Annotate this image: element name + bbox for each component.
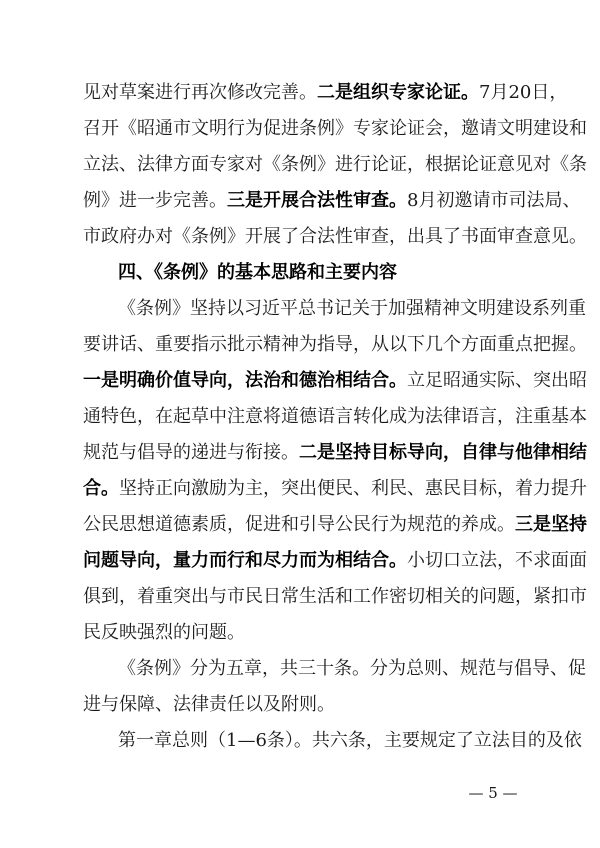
body-text: 立足昭通实际、突出昭 (407, 370, 587, 391)
body-text: 立法、法律方面专家对《条例》进行论证，根据论证意见对《条 (83, 154, 587, 175)
body-text: 规范与倡导的递进与衔接。 (83, 442, 299, 463)
text-line (83, 696, 523, 714)
bold-text: 三是开展合法性审查。 (227, 190, 407, 211)
bold-text: 四、《条例》的基本思路和主要内容 (118, 262, 397, 283)
bold-text: 一是明确价值导向，法治和德治相结合。 (83, 370, 407, 391)
bold-text: 三是坚持 (515, 514, 587, 535)
body-text: 小切口立法，不求面面 (407, 550, 587, 571)
text-line (83, 370, 587, 391)
body-text: 7月20日， (479, 82, 568, 103)
body-text: 召开《昭通市文明行为促进条例》专家论证会，邀请文明建设和 (83, 118, 587, 139)
body-text: 《条例》坚持以习近平总书记关于加强精神文明建设系列重 (118, 298, 586, 319)
page-number: — 5 — (468, 784, 518, 802)
text-line (118, 730, 582, 751)
text-line (83, 118, 587, 139)
text-line (83, 406, 587, 427)
body-text: 《条例》分为五章，共三十条。分为总则、规范与倡导、促 (118, 658, 586, 679)
text-line (83, 226, 587, 247)
text-line (83, 334, 587, 355)
text-line (118, 658, 586, 679)
body-text: 民反映强烈的问题。 (83, 622, 245, 643)
body-text: 第一章总则（1—6条）。共六条，主要规定了立法目的及依 (118, 730, 582, 751)
body-text: 8月初邀请市司法局、 (407, 190, 581, 211)
section-heading (118, 264, 523, 282)
bold-text: 二是组织专家论证。 (317, 82, 479, 103)
body-text: 例》进一步完善。 (83, 190, 227, 211)
text-line (83, 514, 587, 535)
text-line (83, 154, 587, 175)
body-text: 公民思想道德素质，促进和引导公民行为规范的养成。 (83, 514, 515, 535)
body-text: 见对草案进行再次修改完善。 (83, 82, 317, 103)
text-line (83, 550, 587, 571)
bold-text: 合。 (83, 478, 119, 499)
bold-text: 问题导向，量力而行和尽力而为相结合。 (83, 550, 407, 571)
body-text: 俱到，着重突出与市民日常生活和工作密切相关的问题，紧扣市 (83, 586, 587, 607)
text-line (83, 190, 581, 211)
body-text: 坚持正向激励为主，突出便民、利民、惠民目标，着力提升 (119, 478, 587, 499)
body-text: 市政府办对《条例》开展了合法性审查，出具了书面审查意见。 (83, 226, 587, 247)
body-text: 要讲话、重要指示批示精神为指导，从以下几个方面重点把握。 (83, 334, 587, 355)
bold-text: 二是坚持目标导向，自律与他律相结 (299, 442, 587, 463)
text-line (83, 442, 587, 463)
text-line (83, 624, 523, 642)
body-text: 通特色，在起草中注意将道德语言转化成为法律语言，注重基本 (83, 406, 587, 427)
text-line (118, 298, 586, 319)
text-line (83, 586, 587, 607)
text-line (83, 82, 568, 103)
text-line (83, 478, 587, 499)
body-text: 进与保障、法律责任以及附则。 (83, 694, 335, 715)
